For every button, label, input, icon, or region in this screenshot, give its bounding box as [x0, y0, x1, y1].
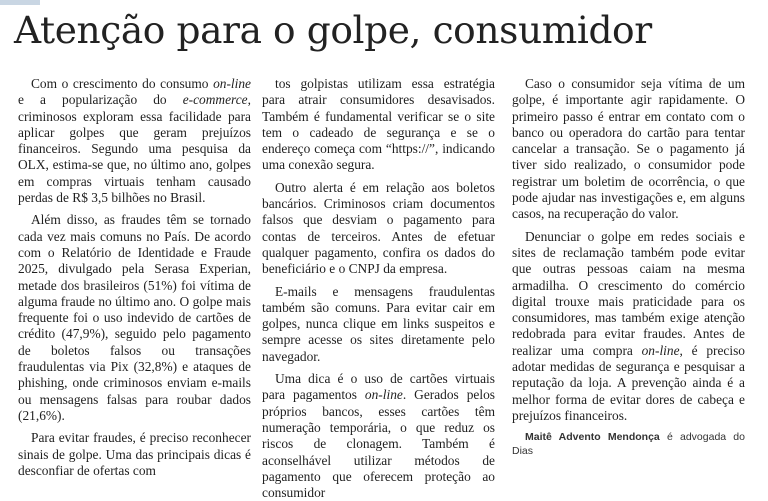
paragraph: Com o crescimento do consumo on-line e a popularização do e-commerce, criminosos exploram essa facilidade para aplicar golpes que geram prejuízos financeiros. Segundo uma pesquisa da OLX, estima-se que, no último ano, golpes em compras virtuais tenham causado perdas de R$ 3,5 bilhões no Brasil.: [18, 76, 251, 206]
paragraph: Caso o consumidor seja vítima de um golpe, é importante agir rapidamente. O primeiro passo é entrar em contato com o banco ou operadora do cartão para tentar cancelar a transação. Se o pagamento já tiver sido realizado, o consumidor pode registrar um boletim de ocorrência, o que pode ajudar nas investigações e, em alguns casos, na recuperação do valor.: [512, 76, 745, 222]
paragraph: Além disso, as fraudes têm se tornado cada vez mais comuns no País. De acordo com o Relatório de Identidade e Fraude 2025, divulgado pela Serasa Experian, metade dos brasileiros (51%) foi vítima de alguma fraude no último ano. O golpe mais frequente foi o uso indevido de cartões de crédito (47,9%), seguido pelo pagamento de boletos falsos ou transações fraudulentas via Pix (32,8%) e ataques de phishing, onde criminosos enviam e-mails ou mensagens falsas para roubar dados (21,6%).: [18, 212, 251, 423]
paragraph: E-mails e mensagens fraudulentas também são comuns. Para evitar cair em golpes, nunca clique em links suspeitos e sempre acesse os sites diretamente pelo navegador.: [262, 283, 495, 364]
article-column-1: [18, 76, 251, 487]
author-signature: Maitê Advento Mendonça é advogada do Dias: [512, 431, 745, 458]
article-column-2: [262, 76, 495, 501]
article-column-3: [512, 76, 745, 487]
paragraph: Uma dica é o uso de cartões virtuais para pagamentos on-line. Gerados pelos próprios bancos, esses cartões têm numeração temporária, o que reduz os riscos de clonagem. Também é aconselhável utilizar métodos de pagamento que oferecem proteção ao consumidor: [262, 371, 495, 501]
headline: Atenção para o golpe, consumidor: [14, 8, 652, 52]
author-name: Maitê Advento Mendonça: [525, 431, 660, 444]
paragraph: Outro alerta é em relação aos boletos bancários. Criminosos criam documentos falsos que desviam o pagamento para contas de terceiros. Antes de efetuar qualquer pagamento, confira os dados do beneficiário e o CNPJ da empresa.: [262, 179, 495, 277]
paragraph: Para evitar fraudes, é preciso reconhecer sinais de golpe. Uma das principais dicas é desconfiar de ofertas com: [18, 430, 251, 478]
paragraph: tos golpistas utilizam essa estratégia para atrair consumidores desavisados. Também é fundamental verificar se o site tem o cadeado de segurança e se o endereço começa com “https://”, indicando uma conexão segura.: [262, 76, 495, 173]
paragraph: Denunciar o golpe em redes sociais e sites de reclamação também pode evitar que outras pessoas caiam na mesma armadilha. O crescimento do comércio digital trouxe mais praticidade para os consumidores, mas também exige atenção redobrada para evitar fraudes. Antes de realizar uma compra on-line, é preciso adotar medidas de segurança e pesquisar a reputação da loja. A prevenção ainda é a melhor forma de evitar dores de cabeça e prejuízos financeiros.: [512, 228, 745, 423]
